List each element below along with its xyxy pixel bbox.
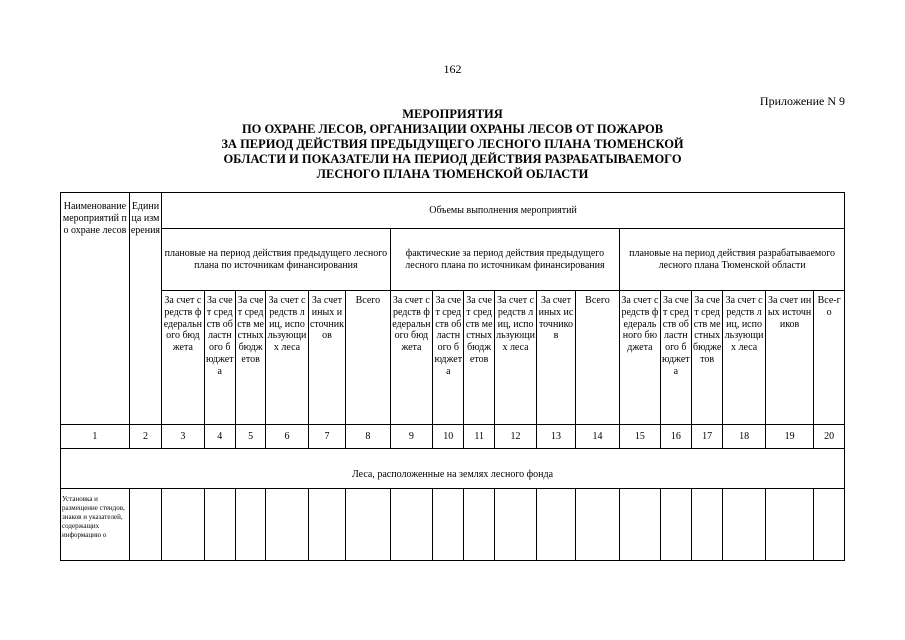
- col-number: 18: [723, 425, 765, 449]
- measures-table: [60, 192, 845, 561]
- subheader-federal: За счет средств федерального бюджета: [620, 291, 660, 425]
- row-name: Установка и размещение стендов, знаков и указателей, содержащих информацию о: [61, 489, 130, 561]
- table-cell: [204, 489, 235, 561]
- subheader-other: За счет иных источников: [765, 291, 814, 425]
- subheader-regional: За счет средств областного бюджета: [660, 291, 691, 425]
- subheader-other: За счет иных источников: [308, 291, 345, 425]
- col-number: 8: [346, 425, 391, 449]
- table-cell: [814, 489, 845, 561]
- col-number: 17: [691, 425, 722, 449]
- appendix-label: Приложение N 9: [759, 94, 845, 108]
- table-cell: [494, 489, 536, 561]
- col-number: 1: [61, 425, 130, 449]
- col-number: 10: [433, 425, 464, 449]
- col-number: 3: [162, 425, 204, 449]
- col-number: 13: [537, 425, 575, 449]
- title-line: МЕРОПРИЯТИЯ: [402, 107, 503, 121]
- table-cell: [660, 489, 691, 561]
- title-line: ОБЛАСТИ И ПОКАЗАТЕЛИ НА ПЕРИОД ДЕЙСТВИЯ РАЗРАБАТЫВАЕМОГО: [223, 152, 682, 166]
- table-cell: [129, 489, 161, 561]
- table-cell: [235, 489, 265, 561]
- subheader-total: Все-го: [814, 291, 845, 425]
- subheader-local: За счет средств местных бюджетов: [464, 291, 494, 425]
- table-cell: [765, 489, 814, 561]
- subheader-local: За счет средств местных бюджетов: [235, 291, 265, 425]
- table-cell: [162, 489, 204, 561]
- header-group-planned-prev: плановые на период действия предыдущего лесного плана по источникам финансирования: [162, 229, 391, 291]
- table-cell: [575, 489, 620, 561]
- col-number: 16: [660, 425, 691, 449]
- header-group-actual-prev: фактические за период действия предыдущего лесного плана по источникам финансирования: [390, 229, 620, 291]
- title-line: ЛЕСНОГО ПЛАНА ТЮМЕНСКОЙ ОБЛАСТИ: [316, 167, 589, 181]
- subheader-total: Всего: [575, 291, 620, 425]
- col-number: 6: [266, 425, 308, 449]
- col-number: 20: [814, 425, 845, 449]
- table-cell: [464, 489, 494, 561]
- header-group-planned-new: плановые на период действия разрабатываемого лесного плана Тюменской области: [620, 229, 845, 291]
- subheader-federal: За счет средств федерального бюджета: [162, 291, 204, 425]
- col-number: 12: [494, 425, 536, 449]
- col-number: 5: [235, 425, 265, 449]
- col-number: 11: [464, 425, 494, 449]
- header-name: Наименование мероприятий по охране лесов: [61, 193, 130, 425]
- col-number: 9: [390, 425, 432, 449]
- col-number: 15: [620, 425, 660, 449]
- subheader-local: За счет средств местных бюджетов: [691, 291, 722, 425]
- table-cell: [691, 489, 722, 561]
- col-number: 2: [129, 425, 161, 449]
- title-line: ЗА ПЕРИОД ДЕЙСТВИЯ ПРЕДЫДУЩЕГО ЛЕСНОГО ПЛАНА ТЮМЕНСКОЙ: [221, 137, 684, 151]
- subheader-forest-users: За счет средств лиц, использующих леса: [494, 291, 536, 425]
- subheader-federal: За счет средств федерального бюджета: [390, 291, 432, 425]
- subheader-forest-users: За счет средств лиц, использующих леса: [266, 291, 308, 425]
- table-cell: [433, 489, 464, 561]
- table-cell: [308, 489, 345, 561]
- col-number: 4: [204, 425, 235, 449]
- header-volumes: Объемы выполнения мероприятий: [162, 193, 845, 229]
- subheader-forest-users: За счет средств лиц, использующих леса: [723, 291, 765, 425]
- document-title: [0, 107, 905, 182]
- table-cell: [266, 489, 308, 561]
- col-number: 7: [308, 425, 345, 449]
- subheader-other: За счет иных источников: [537, 291, 575, 425]
- subheader-regional: За счет средств областного бюджета: [433, 291, 464, 425]
- subheader-regional: За счет средств областного бюджета: [204, 291, 235, 425]
- header-unit: Единица измерения: [129, 193, 161, 425]
- table-cell: [346, 489, 391, 561]
- table-cell: [537, 489, 575, 561]
- table-cell: [390, 489, 432, 561]
- col-number: 19: [765, 425, 814, 449]
- table-cell: [620, 489, 660, 561]
- table-cell: [723, 489, 765, 561]
- col-number: 14: [575, 425, 620, 449]
- section-title: Леса, расположенные на землях лесного фонда: [61, 449, 845, 489]
- title-line: ПО ОХРАНЕ ЛЕСОВ, ОРГАНИЗАЦИИ ОХРАНЫ ЛЕСОВ ОТ ПОЖАРОВ: [241, 122, 664, 136]
- subheader-total: Всего: [346, 291, 391, 425]
- page-number: 162: [443, 62, 462, 76]
